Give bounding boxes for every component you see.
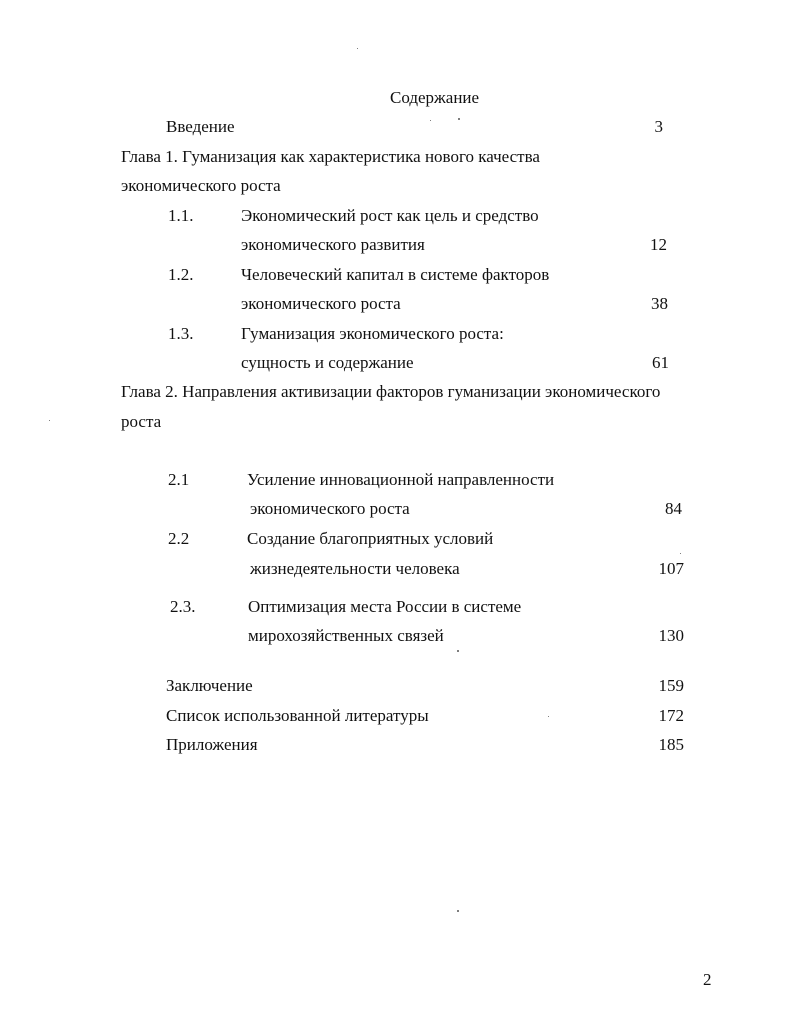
toc-intro-page: 3	[654, 117, 663, 136]
section-2-3-page: 130	[658, 626, 684, 645]
section-2-1-page: 84	[665, 499, 682, 518]
section-1-3-page: 61	[652, 353, 669, 372]
chapter2-title-line1: Глава 2. Направления активизации факторов гуманизации экономического	[121, 382, 661, 401]
scan-speck	[357, 48, 358, 49]
toc-conclusion-label: Заключение	[166, 676, 253, 695]
section-2-1-number: 2.1	[168, 470, 190, 489]
toc-references-label: Список использованной литературы	[166, 706, 429, 725]
toc-references-page: 172	[658, 706, 684, 725]
section-2-3-title-line2: мирохозяйственных связей	[248, 626, 444, 645]
section-1-2-title-line2: экономического роста	[241, 294, 401, 313]
section-1-1-title-line2: экономического развития	[241, 235, 425, 254]
scan-speck	[430, 120, 431, 121]
section-2-2-title-line1: Создание благоприятных условий	[247, 529, 494, 548]
section-2-2-title-line2: жизнедеятельности человека	[250, 559, 460, 578]
section-1-2-title-line1: Человеческий капитал в системе факторов	[241, 265, 550, 284]
section-2-3-number: 2.3.	[170, 597, 196, 616]
scan-speck	[457, 910, 459, 912]
toc-appendices-page: 185	[658, 735, 684, 754]
scan-speck	[49, 420, 50, 421]
section-2-2-page: 107	[658, 559, 684, 578]
section-1-1-title-line1: Экономический рост как цель и средство	[241, 206, 539, 225]
chapter2-title-line2: роста	[121, 412, 162, 431]
section-1-3-title-line2: сущность и содержание	[241, 353, 414, 372]
scan-speck	[457, 650, 459, 652]
section-2-1-title-line2: экономического роста	[250, 499, 410, 518]
section-1-3-number: 1.3.	[168, 324, 194, 343]
scan-speck	[680, 553, 681, 554]
chapter1-title-line1: Глава 1. Гуманизация как характеристика нового качества	[121, 147, 540, 166]
chapter1-title-line2: экономического роста	[121, 176, 281, 195]
page-title: Содержание	[390, 88, 480, 107]
page-number: 2	[703, 970, 712, 989]
scan-speck	[548, 716, 549, 717]
scan-speck	[458, 118, 460, 120]
section-1-2-page: 38	[651, 294, 668, 313]
toc-conclusion-page: 159	[658, 676, 684, 695]
section-2-3-title-line1: Оптимизация места России в системе	[248, 597, 522, 616]
section-2-2-number: 2.2	[168, 529, 190, 548]
toc-appendices-label: Приложения	[166, 735, 258, 754]
section-1-1-number: 1.1.	[168, 206, 194, 225]
section-1-2-number: 1.2.	[168, 265, 194, 284]
section-1-3-title-line1: Гуманизация экономического роста:	[241, 324, 504, 343]
section-2-1-title-line1: Усиление инновационной направленности	[247, 470, 555, 489]
section-1-1-page: 12	[650, 235, 667, 254]
toc-intro-label: Введение	[166, 117, 235, 136]
